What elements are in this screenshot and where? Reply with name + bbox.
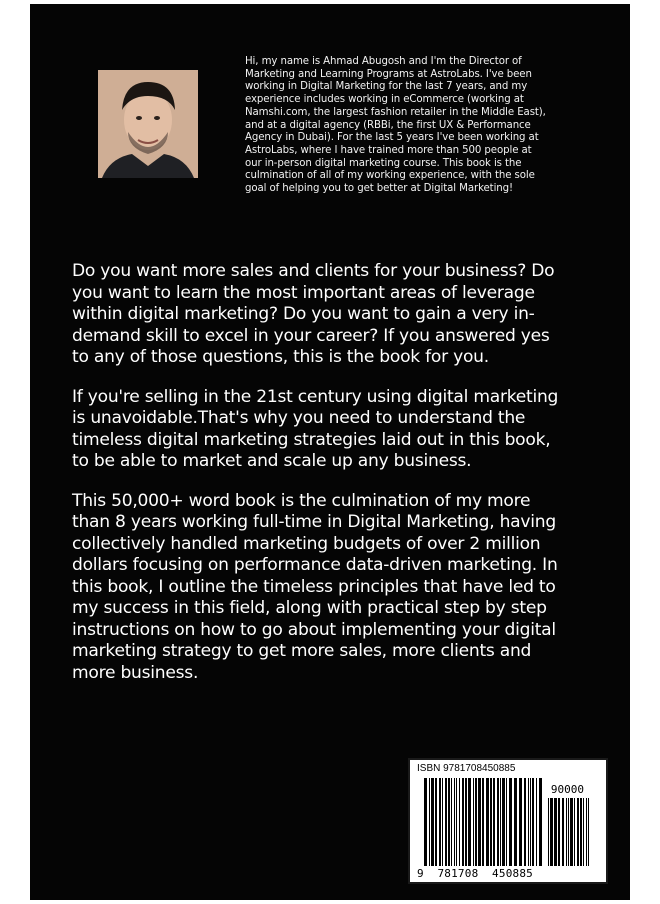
- back-cover: [30, 4, 630, 900]
- price-barcode-icon: [548, 798, 592, 866]
- isbn-label: ISBN 9781708450885: [417, 763, 516, 774]
- blurb-paragraph: If you're selling in the 21st century using digital marketing is unavoidable.That's why you need to understand the timeless digital marketing strategies laid out in this book, to be able to market and scale up any business.: [72, 386, 559, 471]
- ean-barcode-icon: [424, 778, 544, 866]
- author-portrait-icon: [98, 70, 198, 178]
- blurb-section: [72, 261, 597, 702]
- isbn-digits: 9 781708 450885: [417, 867, 533, 880]
- author-photo: [98, 70, 198, 178]
- author-bio: Hi, my name is Ahmad Abugosh and I'm the Director of Marketing and Learning Programs at AstroLabs. I've been working in Digital Marketing for the last 7 years, and my experience includes working in eCommerce (working at Namshi.com, the largest fashion retailer in the Middle East), and at a digital agency (RBBi, the first UX & Performance Agency in Dubai). For the last 5 years I've been working at AstroLabs, where I have trained more than 500 people at our in-person digital marketing course. This book is the culmination of all of my working experience, with the sole goal of helping you to get better at Digital Marketing!: [245, 56, 546, 195]
- price-code: 90000: [550, 783, 584, 796]
- blurb-paragraph: This 50,000+ word book is the culmination of my more than 8 years working full-time in Digital Marketing, having collectively handled marketing budgets of over 2 million dollars focusing on performance data-driven marketing. In this book, I outline the timeless principles that have led to my success in this field, along with practical step by step instructions on how to go about implementing your digital marketing strategy to get more sales, more clients and more business.: [72, 490, 558, 683]
- isbn-barcode: [408, 758, 608, 884]
- blurb-paragraph: Do you want more sales and clients for your business? Do you want to learn the most important areas of leverage within digital marketing? Do you want to gain a very in- demand skill to excel in your career? If you answered yes to any of those questions, this is the book for you.: [72, 261, 555, 367]
